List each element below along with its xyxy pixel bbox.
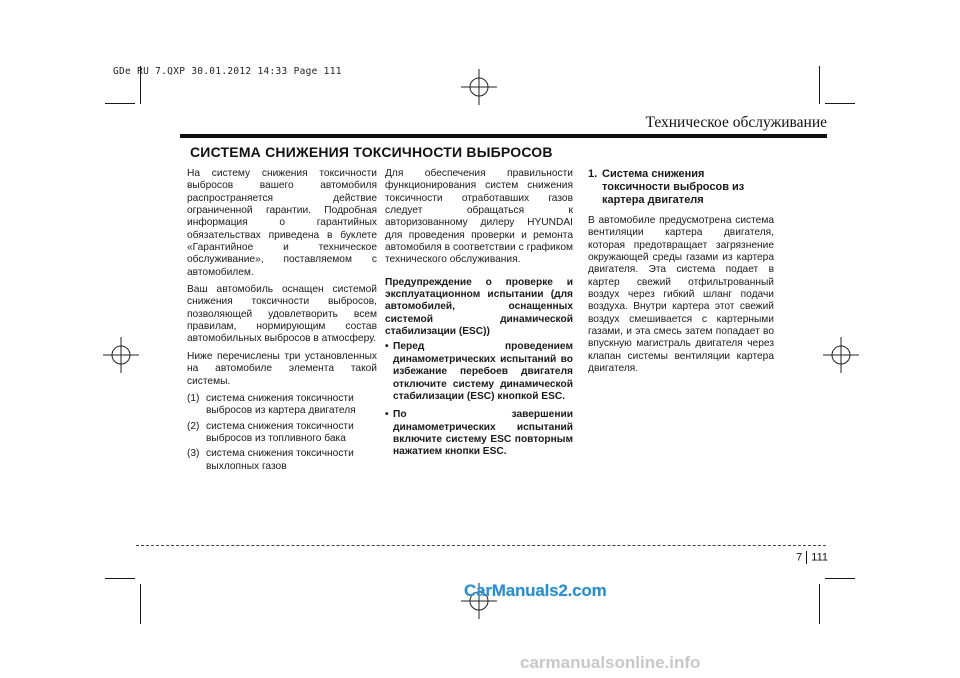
bullet-text: Перед проведением динамометрических испытаний во избежание перебоев двигателя отключите систему динамической стабилизации (ESC) кнопкой ESC.	[393, 341, 573, 402]
list-text: система снижения токсичности выбросов из топливного бака	[206, 420, 354, 444]
printer-slug: GDe RU 7.QXP 30.01.2012 14:33 Page 111	[113, 66, 342, 77]
warning-title: Предупреждение о проверке и эксплуатационном испытании (для автомобилей, оснащенных системой динамической стабилизации (ESC))	[385, 276, 573, 338]
chapter-number: 7	[796, 551, 803, 564]
crop-mark-bottom-right-horizontal	[825, 578, 855, 579]
watermark-carmanuals2[interactable]: CarManuals2.com	[464, 581, 607, 600]
page-separator	[806, 551, 807, 564]
crop-mark-top-left-horizontal	[105, 103, 135, 104]
page-number	[796, 551, 828, 564]
paragraph: Для обеспечения правильности функционирования систем снижения токсичности отработавших газов следует обращаться к авторизованному дилеру HYUNDAI для проведения проверки и ремонта автомобиля в соответствии с графиком технического обслуживания.	[385, 168, 573, 266]
chapter-title: Техническое обслуживание	[645, 114, 827, 131]
bullet-text: По завершении динамометрических испытаний включите систему ESC повторным нажатием кнопки ESC.	[393, 409, 573, 458]
crop-mark-bottom-left-vertical	[140, 584, 141, 624]
header-rule	[180, 134, 827, 138]
paragraph: Ваш автомобиль оснащен системой снижения токсичности выбросов, позволяющей удовлетворить всем правилам, нормирующим состав автомобильных выбросов в атмосферу.	[187, 284, 377, 345]
list-text: система снижения токсичности выхлопных газов	[206, 448, 354, 472]
crop-mark-top-right-horizontal	[825, 103, 855, 104]
paragraph: На систему снижения токсичности выбросов вашего автомобиля распространяется действие ограниченной гарантии. Подробная информация о гарантийных обязательствах приведена в буклете «Гарантийное и техническое обслуживание», поставляемом с автомобилем.	[187, 168, 377, 278]
subsection-title: Система снижения токсичности выбросов из картера двигателя	[602, 168, 745, 206]
list-text: система снижения токсичности выбросов из картера двигателя	[206, 392, 356, 417]
bullet-item	[385, 341, 573, 403]
list-number: (1)	[187, 392, 200, 404]
crop-mark-bottom-left-horizontal	[105, 578, 135, 579]
list-item	[187, 421, 377, 446]
subsection-heading	[588, 168, 774, 207]
watermark-carmanualsonline[interactable]: carmanualsonline.info	[520, 653, 701, 672]
list-number: (2)	[187, 420, 200, 432]
crop-mark-bottom-right-vertical	[819, 584, 820, 624]
paragraph: В автомобиле предусмотрена система вентиляции картера двигателя, которая предотвращает загрязнение окружающей среды газами из картера двигателя. Эта система подает в картер свежий отфильтрованный воздух через гибкий шланг подачи воздуха. Внутри картера этот свежий воздух смешивается с картерными газами, и эта смесь затем попадает во впускную магистраль двигателя через клапан системы вентиляции картера двигателя.	[588, 215, 774, 375]
registration-mark-left	[103, 337, 139, 373]
subsection-number: 1.	[588, 168, 598, 180]
bullet-icon: •	[385, 341, 389, 353]
bullet-icon: •	[385, 409, 389, 421]
column-1	[187, 168, 377, 476]
crop-mark-top-right-vertical	[819, 66, 820, 104]
list-item	[187, 448, 377, 473]
footer-dashed-rule	[136, 545, 826, 546]
column-3	[588, 168, 774, 380]
registration-mark-top	[461, 69, 497, 105]
paragraph: Ниже перечислены три установленных на автомобиле элемента такой системы.	[187, 350, 377, 387]
column-2	[385, 168, 573, 465]
section-title: СИСТЕМА СНИЖЕНИЯ ТОКСИЧНОСТИ ВЫБРОСОВ	[190, 144, 553, 160]
list-number: (3)	[187, 448, 200, 460]
list-item	[187, 393, 377, 418]
page-number-value: 111	[811, 551, 828, 564]
registration-mark-right	[823, 337, 859, 373]
bullet-item	[385, 409, 573, 458]
